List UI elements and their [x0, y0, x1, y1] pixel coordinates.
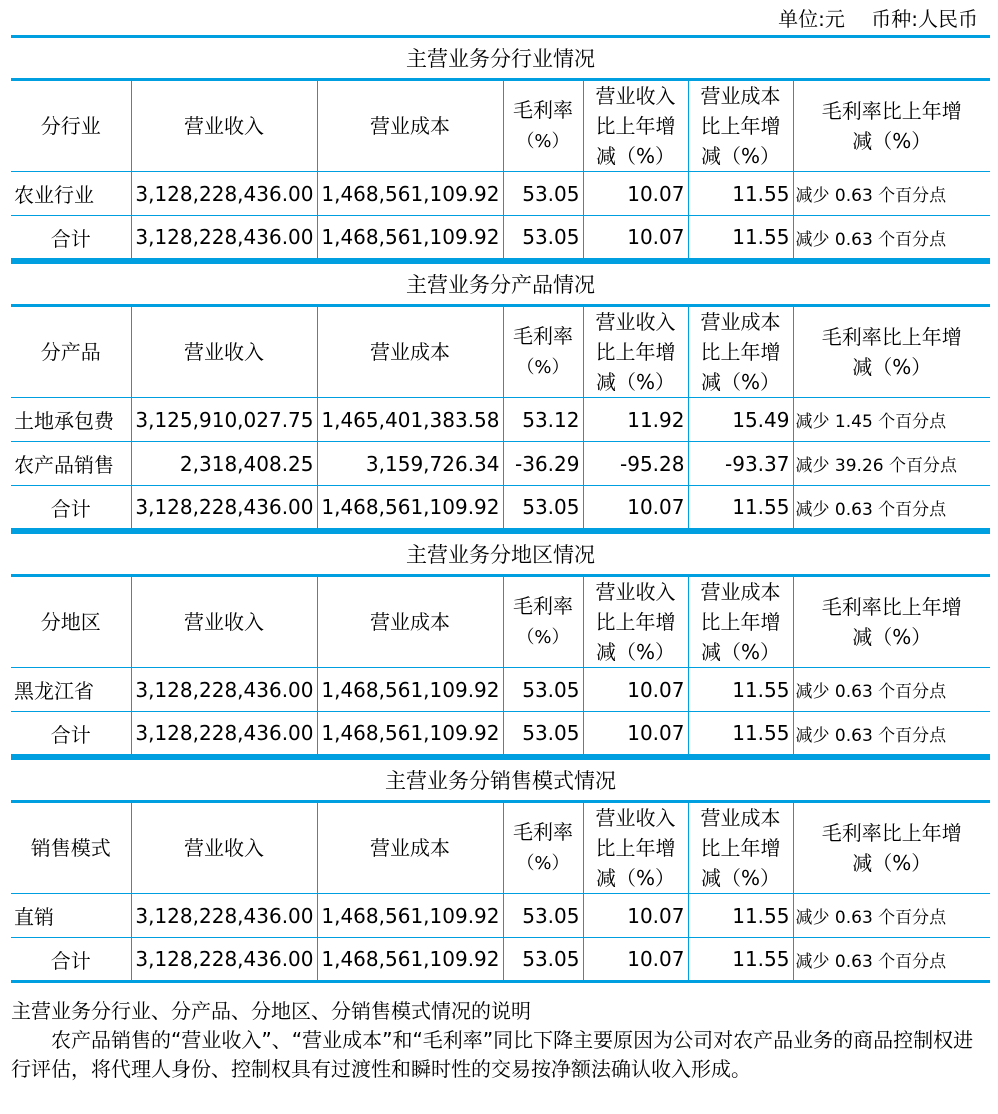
header-revenue-change-2: 比上年增 [595, 836, 676, 860]
cost-value: 1,468,561,109.92 [317, 216, 503, 260]
header-cost: 营业成本 [370, 836, 450, 860]
header-margin-unit: （%） [516, 357, 570, 378]
section-title: 主营业务分产品情况 [11, 261, 990, 304]
header-revenue: 营业收入 [184, 340, 264, 364]
header-cost: 营业成本 [370, 610, 450, 634]
margin-change-value: 减少 0.63 个百分点 [793, 894, 990, 938]
header-cost: 营业成本 [370, 340, 450, 364]
table-row [11, 486, 990, 530]
header-cell [688, 306, 793, 398]
header-cost: 营业成本 [370, 114, 450, 138]
revenue-change-value: 10.07 [583, 712, 688, 756]
header-cell [11, 306, 131, 398]
notes-body: 农产品销售的“营业收入”、“营业成本”和“毛利率”同比下降主要原因为公司对农产品业务的商品控制权进行评估，将代理人身份、控制权具有过渡性和瞬时性的交易按净额法确认收入形成。 [11, 1028, 974, 1081]
margin-change-value: 减少 0.63 个百分点 [793, 486, 990, 530]
row-name: 合计 [11, 216, 131, 260]
header-revenue-change: 营业收入 [595, 806, 676, 830]
row-name: 土地承包费 [11, 398, 131, 442]
revenue-change-value: 10.07 [583, 668, 688, 712]
header-margin: 毛利率 [513, 820, 573, 844]
cost-value: 1,468,561,109.92 [317, 486, 503, 530]
revenue-value: 3,128,228,436.00 [131, 486, 317, 530]
table-row [11, 894, 990, 938]
row-name: 合计 [11, 712, 131, 756]
revenue-change-value: 10.07 [583, 894, 688, 938]
header-margin-change: 毛利率比上年增 [821, 99, 962, 123]
header-revenue-change-2: 比上年增 [595, 114, 676, 138]
header-cell [11, 802, 131, 894]
cost-value: 1,468,561,109.92 [317, 894, 503, 938]
row-name: 直销 [11, 894, 131, 938]
segment-tables [11, 35, 990, 983]
header-cost-change: 营业成本 [700, 310, 781, 334]
header-cell [583, 802, 688, 894]
header-cell [317, 802, 503, 894]
cost-change-value: 11.55 [688, 894, 793, 938]
margin-value: -36.29 [503, 442, 583, 486]
segment-table [11, 78, 990, 261]
revenue-change-value: 10.07 [583, 938, 688, 982]
header-margin-change: 毛利率比上年增 [821, 821, 962, 845]
header-cost-change-2: 比上年增 [700, 836, 781, 860]
header-cost-change-3: 减（%） [700, 144, 780, 168]
cost-change-value: 11.55 [688, 668, 793, 712]
currency-label: 币种:人民币 [871, 7, 978, 31]
header-margin-unit: （%） [516, 131, 570, 152]
cost-change-value: 11.55 [688, 172, 793, 216]
row-name: 农产品销售 [11, 442, 131, 486]
header-cell [583, 576, 688, 668]
header-revenue-change: 营业收入 [595, 84, 676, 108]
margin-change-value: 减少 0.63 个百分点 [793, 668, 990, 712]
margin-change-value: 减少 0.63 个百分点 [793, 938, 990, 982]
cost-change-value: 11.55 [688, 938, 793, 982]
header-revenue-change: 营业收入 [595, 580, 676, 604]
section-title: 主营业务分地区情况 [11, 531, 990, 574]
segment-table [11, 800, 990, 983]
header-cell [317, 80, 503, 172]
header-cell [793, 576, 990, 668]
header-cost-change: 营业成本 [700, 580, 781, 604]
header-margin-unit: （%） [516, 627, 570, 648]
header-row [11, 802, 990, 894]
header-revenue: 营业收入 [184, 114, 264, 138]
margin-change-value: 减少 0.63 个百分点 [793, 712, 990, 756]
header-cost-change: 营业成本 [700, 806, 781, 830]
cost-value: 1,468,561,109.92 [317, 938, 503, 982]
header-margin-change-2: 减（%） [852, 129, 932, 153]
header-cost-change: 营业成本 [700, 84, 781, 108]
header-revenue-change-3: 减（%） [595, 144, 675, 168]
header-row [11, 306, 990, 398]
header-margin-unit: （%） [516, 853, 570, 874]
table-row [11, 216, 990, 260]
header-margin-change-2: 减（%） [852, 355, 932, 379]
header-revenue-change-3: 减（%） [595, 640, 675, 664]
cost-change-value: 11.55 [688, 712, 793, 756]
header-cell [131, 306, 317, 398]
table-row [11, 172, 990, 216]
table-row [11, 668, 990, 712]
header-cell [583, 306, 688, 398]
unit-line [758, 4, 978, 34]
margin-change-value: 减少 1.45 个百分点 [793, 398, 990, 442]
cost-value: 1,468,561,109.92 [317, 712, 503, 756]
header-margin: 毛利率 [513, 594, 573, 618]
header-cell [688, 802, 793, 894]
cost-value: 3,159,726.34 [317, 442, 503, 486]
margin-change-value: 减少 39.26 个百分点 [793, 442, 990, 486]
header-cell [793, 802, 990, 894]
margin-value: 53.05 [503, 894, 583, 938]
header-first-col: 分行业 [40, 114, 101, 138]
table-row [11, 398, 990, 442]
header-first-col: 分产品 [40, 340, 101, 364]
header-cell [11, 80, 131, 172]
margin-value: 53.12 [503, 398, 583, 442]
header-cost-change-3: 减（%） [700, 640, 780, 664]
header-first-col: 分地区 [40, 610, 101, 634]
row-name: 农业行业 [11, 172, 131, 216]
revenue-value: 3,128,228,436.00 [131, 938, 317, 982]
cost-change-value: 11.55 [688, 216, 793, 260]
margin-change-value: 减少 0.63 个百分点 [793, 216, 990, 260]
header-cell [793, 80, 990, 172]
cost-value: 1,465,401,383.58 [317, 398, 503, 442]
revenue-value: 2,318,408.25 [131, 442, 317, 486]
section-title: 主营业务分销售模式情况 [11, 757, 990, 800]
header-first-col: 销售模式 [30, 836, 111, 860]
header-cell [793, 306, 990, 398]
header-revenue: 营业收入 [184, 610, 264, 634]
header-revenue-change: 营业收入 [595, 310, 676, 334]
revenue-value: 3,128,228,436.00 [131, 172, 317, 216]
header-margin-change-2: 减（%） [852, 625, 932, 649]
cost-value: 1,468,561,109.92 [317, 668, 503, 712]
margin-value: 53.05 [503, 712, 583, 756]
cost-change-value: 15.49 [688, 398, 793, 442]
header-cell [131, 576, 317, 668]
revenue-value: 3,128,228,436.00 [131, 668, 317, 712]
header-revenue: 营业收入 [184, 836, 264, 860]
margin-value: 53.05 [503, 668, 583, 712]
table-row [11, 938, 990, 982]
header-cell [583, 80, 688, 172]
unit-label: 单位:元 [778, 7, 845, 31]
cost-change-value: -93.37 [688, 442, 793, 486]
revenue-value: 3,128,228,436.00 [131, 216, 317, 260]
segment-table [11, 304, 990, 531]
header-margin: 毛利率 [513, 324, 573, 348]
header-cell [503, 306, 583, 398]
revenue-change-value: 10.07 [583, 172, 688, 216]
revenue-value: 3,128,228,436.00 [131, 894, 317, 938]
header-cost-change-3: 减（%） [700, 370, 780, 394]
header-revenue-change-2: 比上年增 [595, 340, 676, 364]
table-row [11, 712, 990, 756]
segment-table [11, 574, 990, 757]
header-cell [317, 576, 503, 668]
margin-change-value: 减少 0.63 个百分点 [793, 172, 990, 216]
margin-value: 53.05 [503, 486, 583, 530]
header-cell [688, 576, 793, 668]
header-cell [131, 80, 317, 172]
row-name: 黑龙江省 [11, 668, 131, 712]
header-cost-change-3: 减（%） [700, 866, 780, 890]
revenue-change-value: -95.28 [583, 442, 688, 486]
revenue-change-value: 10.07 [583, 486, 688, 530]
header-cell [688, 80, 793, 172]
notes-title: 主营业务分行业、分产品、分地区、分销售模式情况的说明 [11, 999, 531, 1023]
header-cost-change-2: 比上年增 [700, 114, 781, 138]
row-name: 合计 [11, 938, 131, 982]
header-margin-change: 毛利率比上年增 [821, 595, 962, 619]
header-margin: 毛利率 [513, 98, 573, 122]
header-cell [503, 80, 583, 172]
header-revenue-change-2: 比上年增 [595, 610, 676, 634]
header-cell [11, 576, 131, 668]
revenue-change-value: 11.92 [583, 398, 688, 442]
header-cost-change-2: 比上年增 [700, 340, 781, 364]
header-cell [317, 306, 503, 398]
margin-value: 53.05 [503, 938, 583, 982]
row-name: 合计 [11, 486, 131, 530]
header-margin-change-2: 减（%） [852, 851, 932, 875]
header-cost-change-2: 比上年增 [700, 610, 781, 634]
header-cell [503, 802, 583, 894]
header-revenue-change-3: 减（%） [595, 866, 675, 890]
header-cell [131, 802, 317, 894]
cost-value: 1,468,561,109.92 [317, 172, 503, 216]
header-revenue-change-3: 减（%） [595, 370, 675, 394]
notes [11, 997, 986, 1084]
header-row [11, 80, 990, 172]
header-cell [503, 576, 583, 668]
header-row [11, 576, 990, 668]
section-title: 主营业务分行业情况 [11, 35, 990, 78]
cost-change-value: 11.55 [688, 486, 793, 530]
header-margin-change: 毛利率比上年增 [821, 325, 962, 349]
revenue-value: 3,128,228,436.00 [131, 712, 317, 756]
margin-value: 53.05 [503, 216, 583, 260]
revenue-change-value: 10.07 [583, 216, 688, 260]
table-row [11, 442, 990, 486]
margin-value: 53.05 [503, 172, 583, 216]
revenue-value: 3,125,910,027.75 [131, 398, 317, 442]
